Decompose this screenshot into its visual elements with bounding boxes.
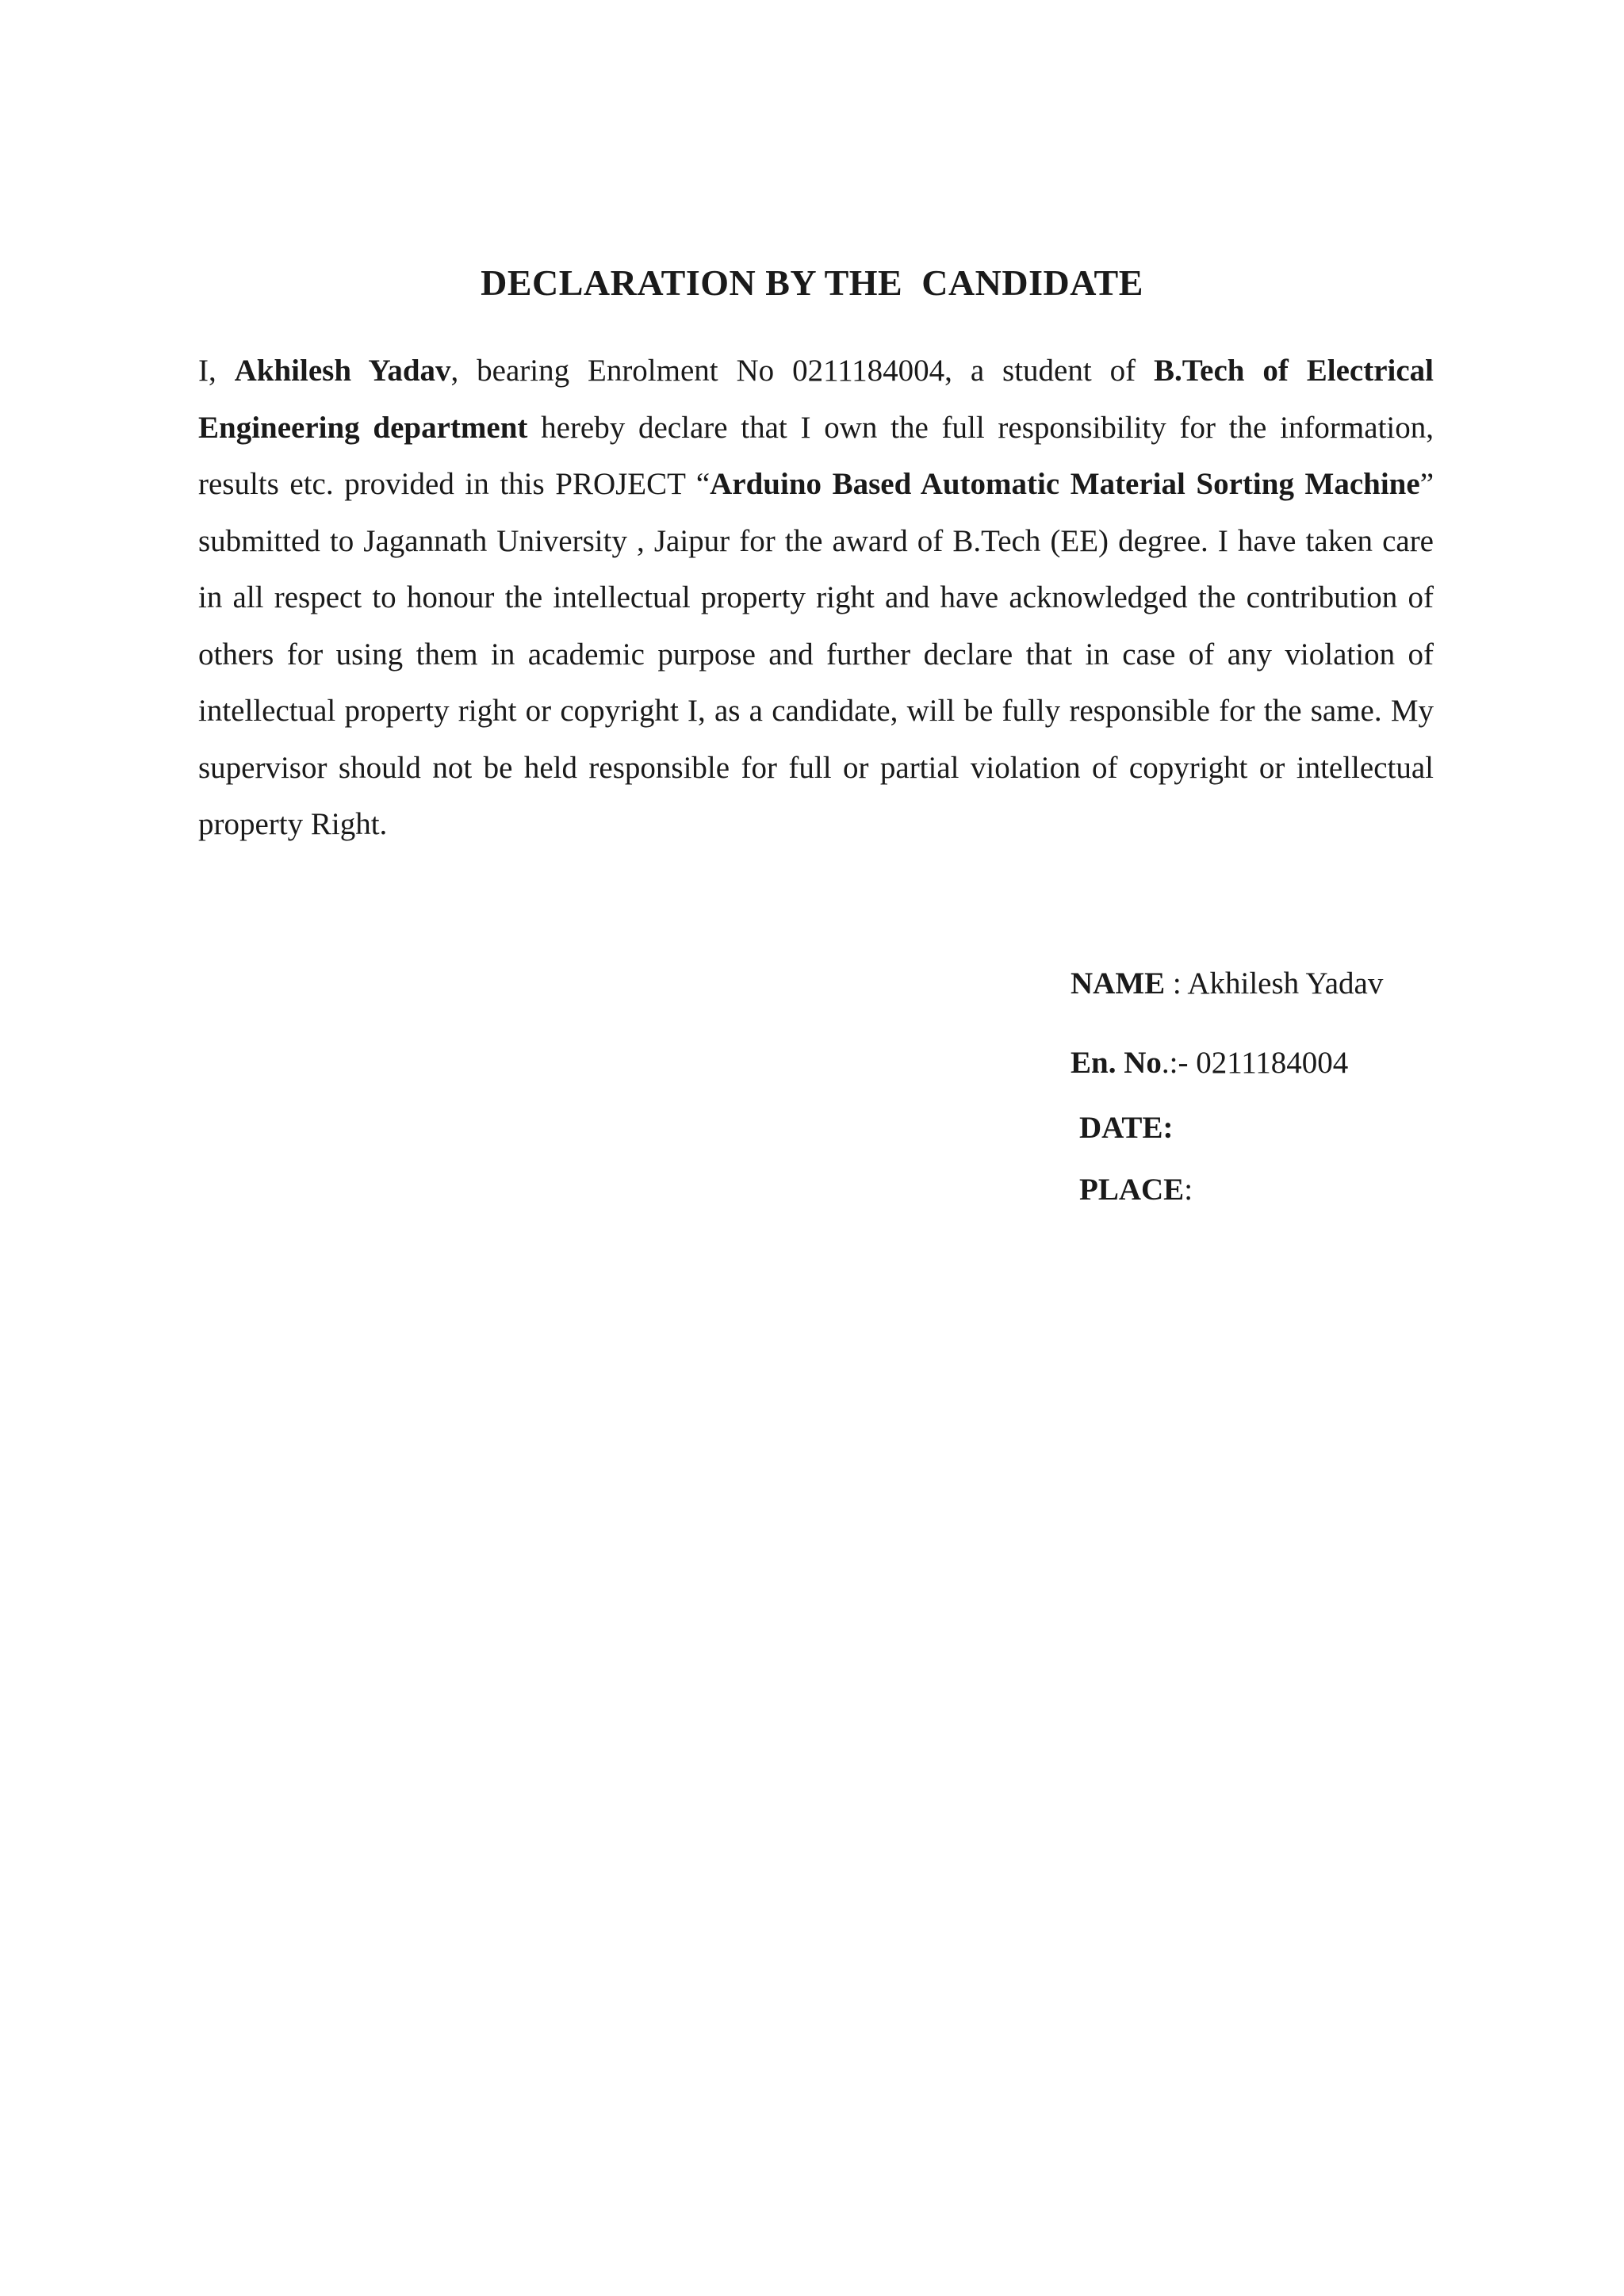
project-title: Arduino Based Automatic Material Sorting Machine [710,467,1420,501]
enrolment-value: .:- 0211184004 [1161,1046,1349,1080]
enrolment-label: En. No [1071,1046,1162,1080]
place-label: PLACE [1079,1173,1185,1207]
signature-name-line [1071,966,1383,1001]
name-label: NAME [1071,966,1166,1001]
paragraph-text-4: ” submitted to Jagannath University , Jaipur for the award of B.Tech (EE) degree. I have taken care in all respect to honour the intellectual property right and have acknowledged the contribution of others for using them in academic purpose and further declare that in case of any violation of intellectual property right or copyright I, as a candidate, will be fully responsible for the same. My supervisor should not be held responsible for full or partial violation of copyright or intellectual property Right. [198,467,1434,841]
paragraph-text-2: , bearing Enrolment No 0211184004, a student of [450,354,1154,388]
date-label: DATE: [1079,1111,1174,1145]
candidate-name: Akhilesh Yadav [234,354,451,388]
signature-date-line [1079,1110,1173,1146]
declaration-paragraph [198,342,1434,853]
signature-place-line [1079,1172,1193,1207]
department-name: B.Tech of Electrical Engineering department [198,354,1434,445]
paragraph-text-3: hereby declare that I own the full responsibility for the information, results etc. provided in this PROJECT “ [198,410,1434,501]
paragraph-text-1: I, [198,354,235,388]
place-value: : [1184,1173,1193,1207]
name-value: : Akhilesh Yadav [1165,966,1384,1001]
signature-enrolment-line [1071,1045,1348,1081]
page-title: DECLARATION BY THE CANDIDATE [481,262,1143,303]
